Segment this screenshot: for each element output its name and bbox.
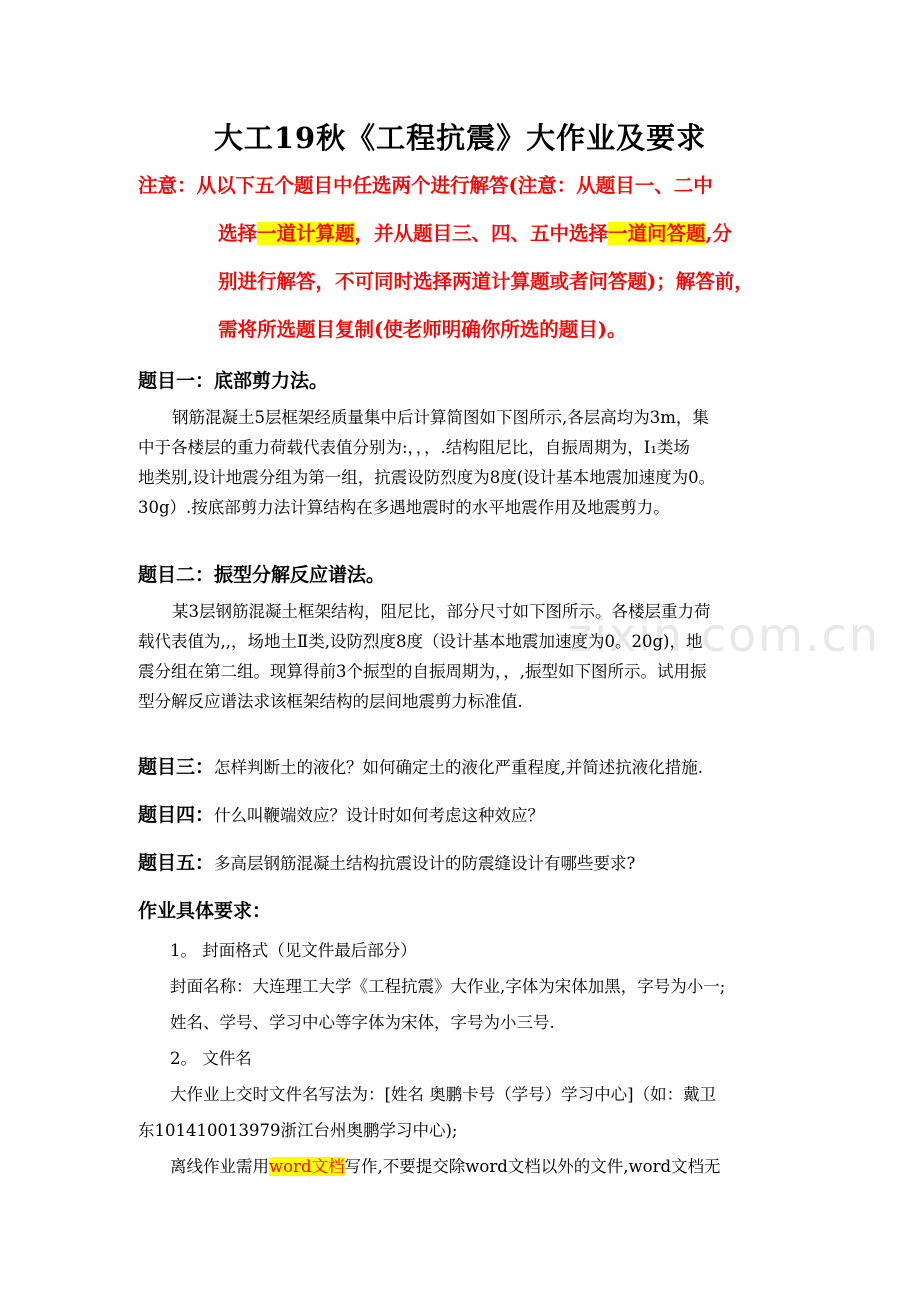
requirements-heading: 作业具体要求： [138,900,272,922]
notice-text: ,分 [705,222,732,245]
requirement-item-1: 1。 封面格式（见文件最后部分） [170,941,417,960]
q1-line: 地类别,设计地震分组为第一组，抗震设防烈度为8度(设计基本地震加速度为0。 [138,468,716,487]
highlight-word-doc: word文档 [269,1157,345,1176]
q3-text: 怎样判断土的液化？如何确定土的液化严重程度,并简述抗液化措施. [214,758,704,777]
q5-heading [138,848,635,875]
q3-label: 题目三： [138,756,215,778]
q2-line: 震分组在第二组。现算得前3个振型的自振周期为，，,振型如下图所示。试用振 [138,662,707,681]
q4-text: 什么叫鞭端效应？设计时如何考虑这种效应？ [214,806,545,825]
notice-line-1: 注意：从以下五个题目中任选两个进行解答(注意：从题目一、二中 [138,174,713,197]
q1-line: 30g）.按底部剪力法计算结构在多遇地震时的水平地震作用及地震剪力。 [138,498,670,517]
q3-heading [138,752,703,779]
requirement-item-2: 2。 文件名 [170,1049,252,1068]
q2-line: 载代表值为,,，场地土Ⅱ类,设防烈度8度（设计基本地震加速度为0。20g)，地 [138,632,703,651]
offline-text: 离线作业需用 [170,1157,269,1176]
q2-line: 型分解反应谱法求该框架结构的层间地震剪力标准值. [138,692,523,711]
notice-text: ，并从题目三、四、五中选择 [354,222,609,245]
q2-heading: 题目二：振型分解反应谱法。 [138,564,386,586]
q5-text: 多高层钢筋混凝土结构抗震设计的防震缝设计有哪些要求? [214,854,636,873]
notice-text: 选择 [218,222,258,245]
filename-line-1: 大作业上交时文件名写法为：[姓名 奥鹏卡号（学号）学习中心]（如：戴卫 [170,1085,717,1104]
offline-text: 写作,不要提交除word文档以外的文件,word文档无 [344,1157,721,1176]
notice-block [138,162,788,354]
highlight-calc: 一道计算题 [257,222,355,245]
offline-line [170,1153,721,1177]
cover-line-1: 封面名称：大连理工大学《工程抗震》大作业,字体为宋体加黑，字号为小一; [170,977,726,996]
q4-heading [138,800,544,827]
notice-line-2 [138,210,788,258]
watermark: zixin.com.cn [568,608,881,662]
notice-line-3: 别进行解答，不可同时选择两道计算题或者问答题)；解答前， [218,270,754,293]
q1-line: 钢筋混凝土5层框架经质量集中后计算简图如下图所示,各层高均为3m，集 [172,408,709,427]
q2-line: 某3层钢筋混凝土框架结构，阻尼比，部分尺寸如下图所示。各楼层重力荷 [172,602,711,621]
q4-label: 题目四： [138,804,215,826]
q5-label: 题目五： [138,852,215,874]
highlight-qa: 一道问答题 [608,222,706,245]
document-title: 大工19秋《工程抗震》大作业及要求 [213,121,707,155]
cover-line-2: 姓名、学号、学习中心等字体为宋体，字号为小三号. [170,1013,555,1032]
q1-paragraph [138,403,786,523]
q2-paragraph [138,597,786,717]
q1-line: 中于各楼层的重力荷载代表值分别为:，，，.结构阻尼比，自振周期为，Ⅰ₁类场 [138,438,690,457]
filename-line-2: 东101410013979浙江台州奥鹏学习中心); [138,1121,458,1140]
q1-heading: 题目一：底部剪力法。 [138,370,329,392]
notice-line-4: 需将所选题目复制(使老师明确你所选的题目)。 [218,318,627,341]
